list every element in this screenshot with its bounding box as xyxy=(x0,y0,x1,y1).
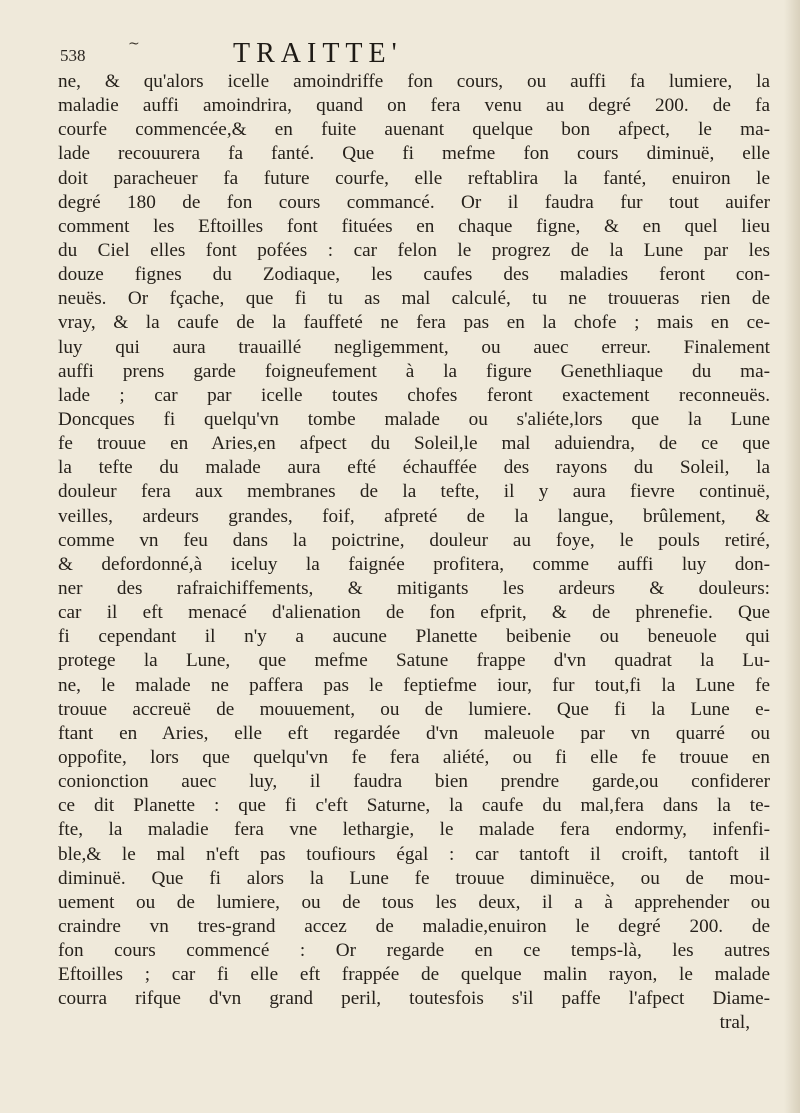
text-line: fte, la maladie fera vne lethargie, le malade fera endormy, infenfi- xyxy=(58,819,770,841)
text-line: lade ; car par icelle toutes chofes feront exactement reconneuës. xyxy=(58,384,770,406)
text-line: maladie auffi amoindrira, quand on fera venu au degré 200. de fa xyxy=(58,95,770,117)
text-line: lade recouurera fa fanté. Que fi mefme fon cours diminuë, elle xyxy=(58,143,770,165)
text-line: fe trouue en Aries,en afpect du Soleil,le mal aduiendra, de ce que xyxy=(58,433,770,455)
text-line: conionction auec luy, il faudra bien prendre garde,ou confiderer xyxy=(58,771,770,793)
text-line: douze fignes du Zodiaque, les caufes des maladies feront con- xyxy=(58,264,770,286)
text-line: courfe commencée,& en fuite auenant quelque bon afpect, le ma- xyxy=(58,119,770,141)
text-line: fon cours commencé : Or regarde en ce temps-là, les autres xyxy=(58,940,770,962)
text-line: courra rifque d'vn grand peril, toutesfois s'il paffe l'afpect Diame- xyxy=(58,988,770,1010)
text-line: neuës. Or fçache, que fi tu as mal calculé, tu ne trouueras rien de xyxy=(58,288,770,310)
text-line: doit paracheuer fa future courfe, elle reftablira la fanté, enuiron le xyxy=(58,167,770,189)
text-line: Eftoilles ; car fi elle eft frappée de quelque malin rayon, le malade xyxy=(58,964,770,986)
body-text xyxy=(58,70,770,1036)
text-line: la tefte du malade aura efté échauffée des rayons du Soleil, la xyxy=(58,457,770,479)
text-line: Doncques fi quelqu'vn tombe malade ou s'aliéte,lors que la Lune xyxy=(58,408,770,430)
text-line: auffi prens garde foigneufement à la figure Genethliaque du ma- xyxy=(58,360,770,382)
text-line: ne, le malade ne paffera pas le feptiefme iour, fur tout,fi la Lune fe xyxy=(58,674,770,696)
text-line: craindre vn tres-grand accez de maladie,enuiron le degré 200. de xyxy=(58,915,770,937)
text-line: & defordonné,à iceluy la faignée profitera, comme auffi luy don- xyxy=(58,553,770,575)
text-line: oppofite, lors que quelqu'vn fe fera aliété, ou fi elle fe trouue en xyxy=(58,746,770,768)
text-line: comment les Eftoilles font fituées en chaque figne, & en quel lieu xyxy=(58,215,770,237)
text-line: degré 180 de fon cours commancé. Or il faudra fur tout auifer xyxy=(58,191,770,213)
text-line: fi cependant il n'y a aucune Planette beibenie ou beneuole qui xyxy=(58,626,770,648)
text-line: douleur fera aux membranes de la tefte, il y aura fievre continuë, xyxy=(58,481,770,503)
header-ornament: ~ xyxy=(128,36,140,52)
text-line: uement ou de lumiere, ou de tous les deux, il a à apprehender ou xyxy=(58,891,770,913)
text-line: ner des rafraichiffements, & mitigants les ardeurs & douleurs: xyxy=(58,577,770,599)
text-line: veilles, ardeurs grandes, foif, afpreté de la langue, brûlement, & xyxy=(58,505,770,527)
text-line: ne, & qu'alors icelle amoindriffe fon cours, ou auffi fa lumiere, la xyxy=(58,71,770,92)
text-line: tral, xyxy=(719,1012,750,1034)
text-line: luy qui aura trauaillé negligemment, ou auec erreur. Finalement xyxy=(58,336,770,358)
text-line: trouue accreuë de mouuement, ou de lumiere. Que fi la Lune e- xyxy=(58,698,770,720)
text-line: ble,& le mal n'eft pas toufiours égal : car tantoft il croift, tantoft il xyxy=(58,843,770,865)
text-line: ftant en Aries, elle eft regardée d'vn maleuole par vn quarré ou xyxy=(58,722,770,744)
text-line: diminuë. Que fi alors la Lune fe trouue diminuëce, ou de mou- xyxy=(58,867,770,889)
page-edge-shadow xyxy=(784,0,800,1113)
text-line: vray, & la caufe de la fauffeté ne fera pas en la chofe ; mais en ce- xyxy=(58,312,770,334)
running-title: TRAITTE' xyxy=(233,38,403,69)
text-line: car il eft menacé d'alienation de fon efprit, & de phrenefie. Que xyxy=(58,602,770,624)
page-number: 538 xyxy=(60,46,86,65)
text-line: comme vn feu dans la poictrine, douleur au foye, le pouls retiré, xyxy=(58,529,770,551)
text-line: du Ciel elles font pofées : car felon le progrez de la Lune par les xyxy=(58,239,770,261)
text-line: protege la Lune, que mefme Satune frappe d'vn quadrat la Lu- xyxy=(58,650,770,672)
text-line: ce dit Planette : que fi c'eft Saturne, la caufe du mal,fera dans la te- xyxy=(58,795,770,817)
